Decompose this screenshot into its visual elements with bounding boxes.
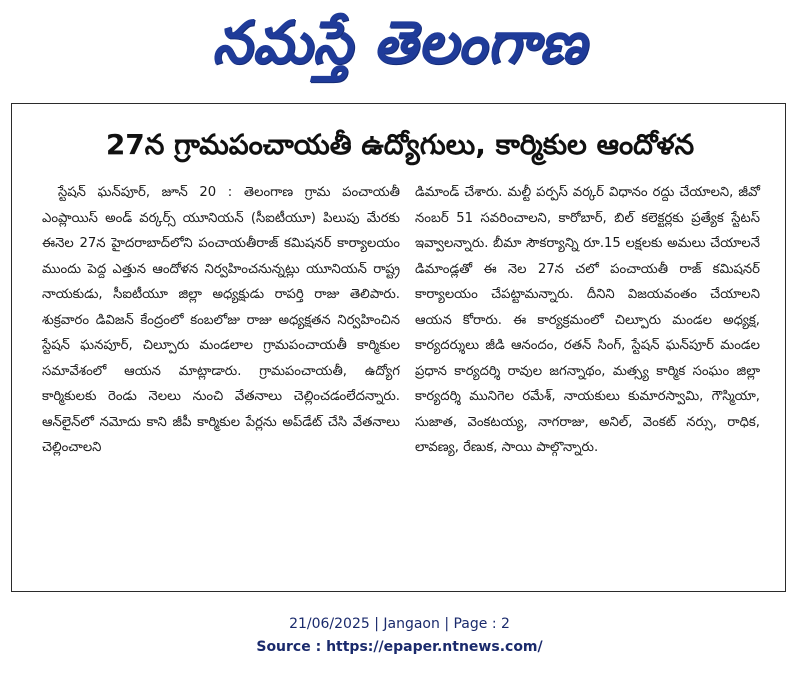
article-headline: 27న గ్రామపంచాయతీ ఉద్యోగులు, కార్మికుల ఆందోళన bbox=[105, 128, 695, 161]
footer-source-link[interactable]: Source : https://epaper.ntnews.com/ bbox=[256, 639, 543, 655]
newspaper-logo: నమస్తే తెలంగాణ bbox=[212, 8, 587, 77]
article-paragraph-right: డిమాండ్ చేశారు. మల్టీ పర్పస్ వర్కర్ విధానం రద్దు చేయాలని, జీవో నంబర్ 51 సవరించాలని, కారోబార్, బిల్ కలెక్టర్లకు ప్రత్యేక స్టేటస్ ఇవ్వాలన్నారు. బీమా సౌకర్యాన్ని రూ.15 లక్షలకు అమలు చేయాలనే డిమాండ్లతో ఈ నెల 27న చలో పంచాయతీ రాజ్ కమిషనర్ కార్యాలయం చేపట్టామన్నారు. దీనిని విజయవంతం చేయాలని ఆయన కోరారు. ఈ కార్యక్రమంలో చిల్పూరు మండల అధ్యక్ష, కార్యదర్శులు జీడి ఆనందం, రతన్ సింగ్, స్టేషన్ ఘన్‌పూర్ మండల ప్రధాన కార్యదర్శి రావుల జగన్నాథం, మత్స్య కార్మిక సంఘం జిల్లా కార్యదర్శి మునిగెల రమేశ్, నాయకులు కుమారస్వామి, గౌస్మియా, సుజాత, వెంకటయ్య, నాగరాజు, అనిల్, వెంకట్ నర్సు, రాధిక, లావణ్య, రేణుక, సాయి పాల్గొన్నారు. bbox=[415, 185, 760, 455]
article-column-left bbox=[42, 180, 400, 461]
article-column-right bbox=[415, 180, 760, 461]
masthead bbox=[0, 0, 799, 100]
footer-date-edition-page: 21/06/2025 | Jangaon | Page : 2 bbox=[289, 616, 510, 632]
article-paragraph-left: స్టేషన్ ఘన్‌పూర్, జూన్ 20 : తెలంగాణ గ్రామ పంచాయతీ ఎంప్లాయిస్ అండ్ వర్కర్స్ యూనియన్ (సీఐటీయూ) పిలుపు మేరకు ఈనెల 27న హైదరాబాద్‌లోని పంచాయతీరాజ్ కమిషనర్ కార్యాలయం ముందు పెద్ద ఎత్తున ఆందోళన నిర్వహించనున్నట్లు యూనియన్ రాష్ట్ర నాయకుడు, సీఐటీయూ జిల్లా అధ్యక్షుడు రాపర్తి రాజు తెలిపారు. శుక్రవారం డివిజన్ కేంద్రంలో కంబలోజు రాజు అధ్యక్షతన నిర్వహించిన స్టేషన్ ఘనపూర్, చిల్పూరు మండలాల గ్రామపంచాయతీ కార్మికుల సమావేశంలో ఆయన మాట్లాడారు. గ్రామపంచాయతీ, ఉద్యోగ కార్మికులకు రెండు నెలలు నుంచి వేతనాలు చెల్లించడంలేదన్నారు. ఆన్‌లైన్‌లో నమోదు కాని జీపీ కార్మికుల పేర్లను అప్‌డేట్ చేసి వేతనాలు చెల్లించాలని bbox=[42, 185, 400, 455]
